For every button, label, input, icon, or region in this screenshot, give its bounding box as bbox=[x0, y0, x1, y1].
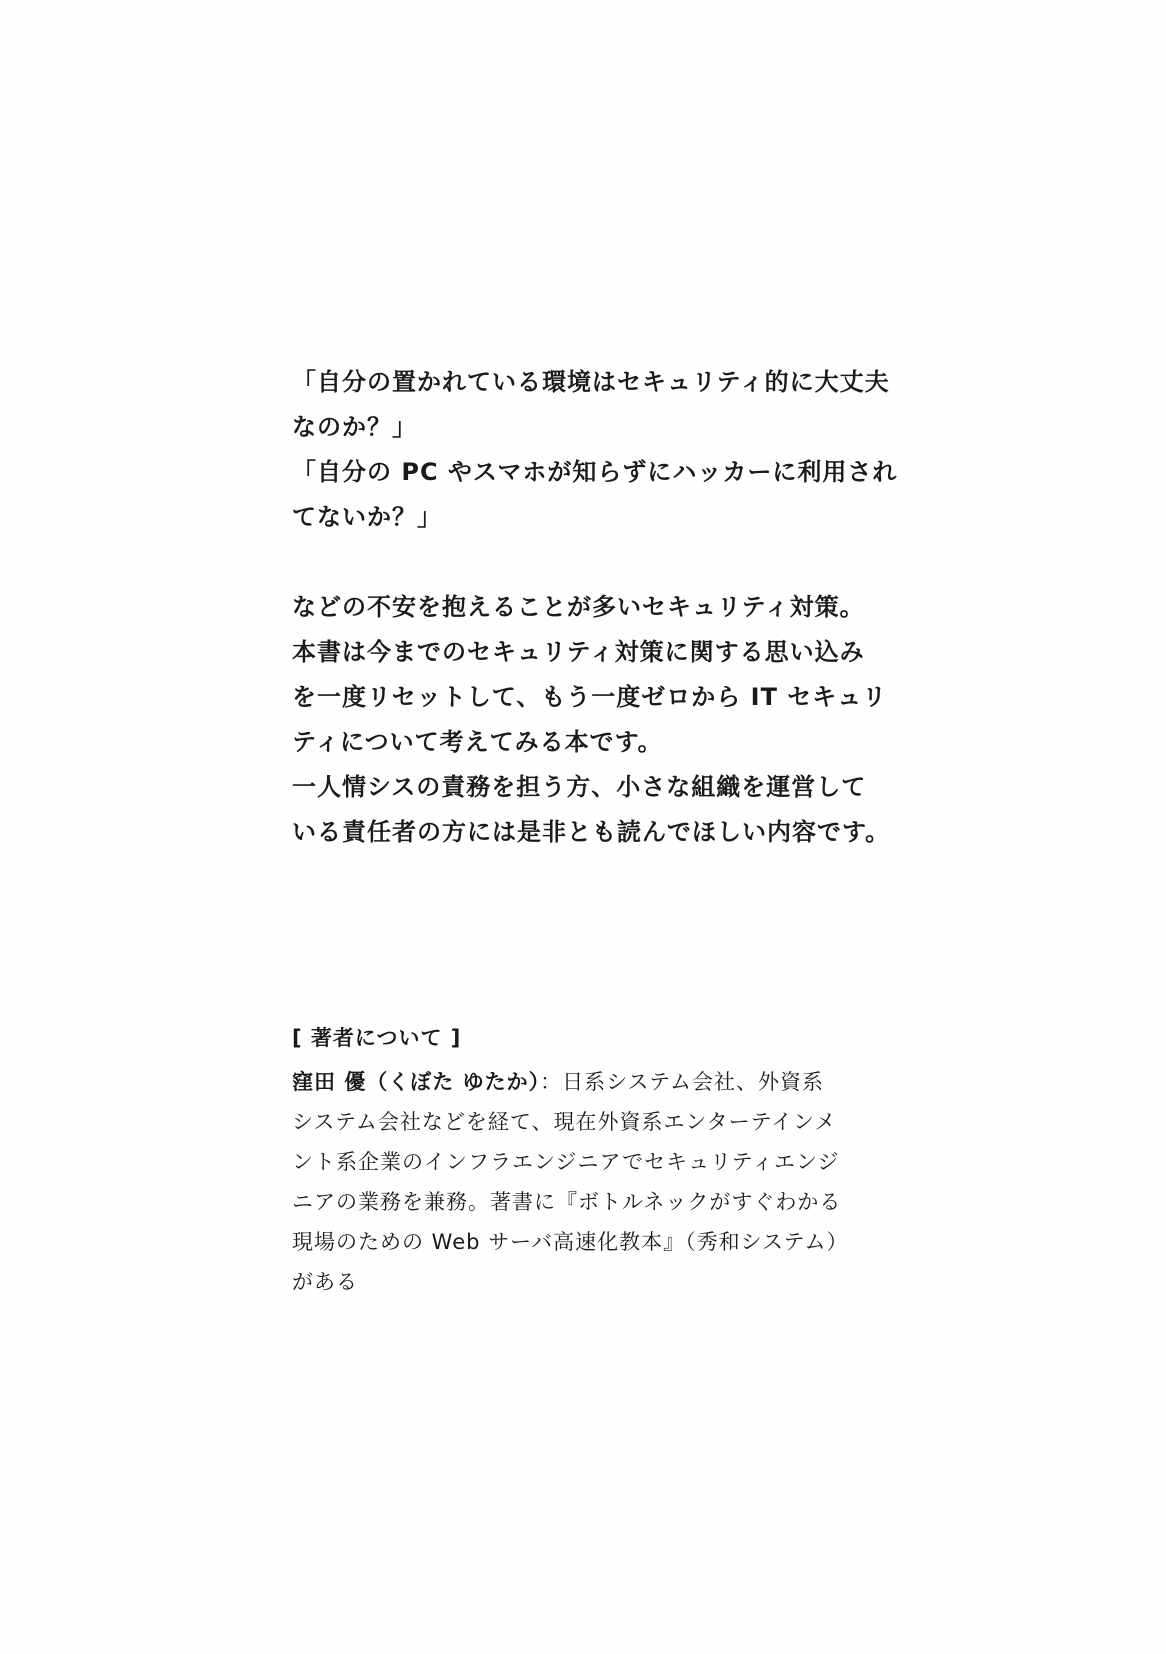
blurb-line: いる責任者の方には是非とも読んでほしい内容です。 bbox=[292, 818, 891, 846]
author-section bbox=[292, 1018, 892, 1302]
author-heading: [ 著者について ] bbox=[292, 1026, 462, 1050]
author-bio-line: 現場のための Web サーバ高速化教本』（秀和システム） bbox=[292, 1230, 849, 1254]
blurb-paragraph-gap bbox=[292, 540, 892, 585]
blurb-text-block bbox=[292, 360, 898, 855]
blurb-line: 「自分の置かれている環境はセキュリティ的に大丈夫 bbox=[292, 368, 890, 396]
author-first-line bbox=[292, 1062, 892, 1102]
author-bio-start: ：日系システム会社、外資系 bbox=[540, 1070, 825, 1094]
blurb-line: てないか？」 bbox=[292, 503, 442, 531]
blurb-line: なのか？」 bbox=[292, 413, 417, 441]
author-name: 窪田 優（くぼた ゆたか） bbox=[292, 1070, 541, 1094]
blurb-line: 一人情シスの責務を担う方、小さな組織を運営して bbox=[292, 773, 867, 801]
author-bio-line: ニアの業務を兼務。著書に『ボトルネックがすぐわかる bbox=[292, 1190, 842, 1214]
blurb-line: を一度リセットして、もう一度ゼロから IT セキュリ bbox=[292, 683, 888, 711]
blurb-line: 「自分の PC やスマホが知らずにハッカーに利用され bbox=[292, 458, 898, 486]
blurb-line: ティについて考えてみる本です。 bbox=[292, 728, 663, 756]
author-bio-line: がある bbox=[292, 1270, 358, 1294]
blurb-line: 本書は今までのセキュリティ対策に関する思い込み bbox=[292, 638, 865, 666]
author-bio-line: システム会社などを経て、現在外資系エンターテインメ bbox=[292, 1110, 837, 1134]
author-bio-line: ント系企業のインフラエンジニアでセキュリティエンジ bbox=[292, 1150, 840, 1174]
blurb-line: などの不安を抱えることが多いセキュリティ対策。 bbox=[292, 593, 865, 621]
